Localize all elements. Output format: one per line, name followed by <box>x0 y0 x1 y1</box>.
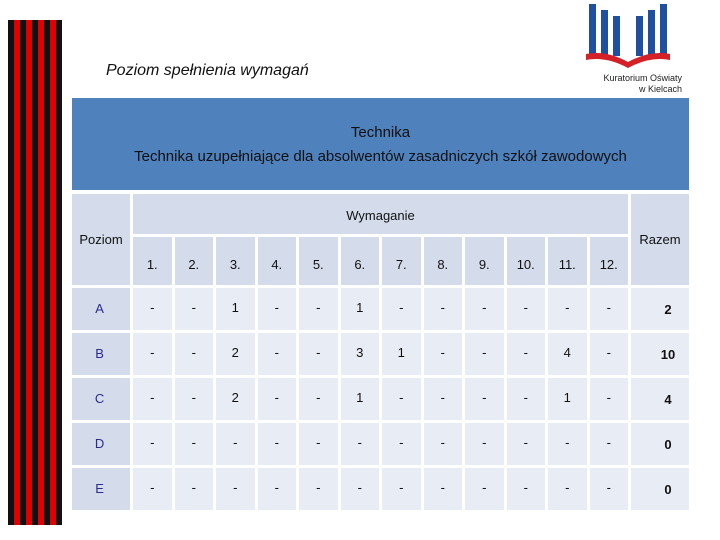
table-cell-value: - <box>606 480 611 495</box>
table-cell-value: - <box>357 435 362 450</box>
row-level-label: B <box>95 346 104 361</box>
column-header-label: 10. <box>516 257 535 272</box>
table-cell-value: - <box>150 480 155 495</box>
table-cell-value: - <box>316 435 321 450</box>
table-cell-value: - <box>565 435 570 450</box>
table-cell-value: 3 <box>356 345 364 360</box>
table-cell-value: - <box>399 390 404 405</box>
logo-caption <box>603 73 682 95</box>
table-cell-value: - <box>316 345 321 360</box>
table-cell-value: - <box>316 480 321 495</box>
row-total-value: 0 <box>664 437 672 452</box>
table-cell-value: 1 <box>231 300 239 315</box>
table-cell-value: - <box>523 435 528 450</box>
table-cell-value: - <box>482 435 487 450</box>
logo-caption-line1: Kuratorium Oświaty <box>603 73 682 83</box>
logo-caption-line2: w Kielcach <box>638 84 682 94</box>
table-cell-value: - <box>482 390 487 405</box>
header-requirement-label: Wymaganie <box>346 208 415 223</box>
banner-line2: Technika uzupełniające dla absolwentów zasadniczych szkół zawodowych <box>134 148 627 165</box>
table-cell-value: - <box>399 435 404 450</box>
table-cell-value: - <box>440 300 445 315</box>
row-total-value: 10 <box>660 347 676 362</box>
column-header-label: 4. <box>271 257 283 272</box>
table-cell-value: - <box>606 300 611 315</box>
column-header-label: 1. <box>146 257 158 272</box>
table-cell-value: 1 <box>356 300 364 315</box>
column-header-label: 2. <box>188 257 200 272</box>
table-cell-value: 4 <box>563 345 571 360</box>
column-header-label: 5. <box>312 257 324 272</box>
table-cell-value: - <box>274 435 279 450</box>
table-cell-value: - <box>233 480 238 495</box>
table-cell-value: - <box>191 300 196 315</box>
table-cell-value: - <box>399 480 404 495</box>
banner-line1: Technika <box>350 124 411 141</box>
table-cell-value: - <box>274 300 279 315</box>
table-cell-value: - <box>150 435 155 450</box>
table-cell-value: - <box>440 480 445 495</box>
table-cell-value: - <box>440 435 445 450</box>
table-cell-value: - <box>606 390 611 405</box>
table-cell-value: - <box>357 480 362 495</box>
column-header-label: 8. <box>437 257 449 272</box>
table-cell-value: - <box>523 390 528 405</box>
table-cell-value: - <box>233 435 238 450</box>
kuratorium-logo <box>582 0 674 72</box>
table-cell-value: - <box>399 300 404 315</box>
table-cell-value: 2 <box>231 345 239 360</box>
table-cell-value: - <box>482 345 487 360</box>
table-cell-value: 2 <box>231 390 239 405</box>
table-cell-value: 1 <box>563 390 571 405</box>
header-level-label: Poziom <box>79 232 123 247</box>
table-cell-value: - <box>482 300 487 315</box>
table-cell-value: - <box>274 390 279 405</box>
row-level-label: A <box>95 301 104 316</box>
row-level-label: C <box>94 391 105 406</box>
table-cell-value: - <box>606 435 611 450</box>
column-header-label: 7. <box>395 257 407 272</box>
page-title: Poziom spełnienia wymagań <box>106 62 309 79</box>
table-cell-value: - <box>274 345 279 360</box>
table-cell-value: - <box>440 390 445 405</box>
table-cell-value: - <box>191 345 196 360</box>
table-cell-value: - <box>606 345 611 360</box>
header-total-label: Razem <box>639 232 681 247</box>
row-total-value: 2 <box>664 302 672 317</box>
table-cell-value: - <box>565 480 570 495</box>
table-cell-value: - <box>482 480 487 495</box>
table-cell-value: - <box>150 300 155 315</box>
table-cell-value: - <box>316 390 321 405</box>
table-cell-value: - <box>523 480 528 495</box>
column-header-label: 11. <box>558 257 576 272</box>
requirements-table <box>72 194 689 514</box>
table-cell-value: 1 <box>356 390 364 405</box>
table-cell-value: - <box>440 345 445 360</box>
table-cell-value: - <box>316 300 321 315</box>
table-cell-value: - <box>191 435 196 450</box>
table-cell-value: - <box>191 390 196 405</box>
row-total-value: 0 <box>664 482 672 497</box>
title-banner <box>72 98 689 190</box>
decorative-stripes <box>8 20 62 525</box>
column-header-label: 3. <box>229 257 241 272</box>
row-level-label: D <box>94 436 105 451</box>
table-cell-value: - <box>274 480 279 495</box>
table-cell-value: 1 <box>397 345 405 360</box>
column-header-label: 12. <box>599 257 618 272</box>
table-cell-value: - <box>150 390 155 405</box>
table-cell-value: - <box>565 300 570 315</box>
table-cell-value: - <box>523 300 528 315</box>
table-cell-value: - <box>150 345 155 360</box>
row-total-value: 4 <box>664 392 672 407</box>
column-header-label: 6. <box>354 257 366 272</box>
table-cell-value: - <box>191 480 196 495</box>
table-cell-value: - <box>523 345 528 360</box>
column-header-label: 9. <box>478 257 490 272</box>
row-level-label: E <box>95 481 104 496</box>
